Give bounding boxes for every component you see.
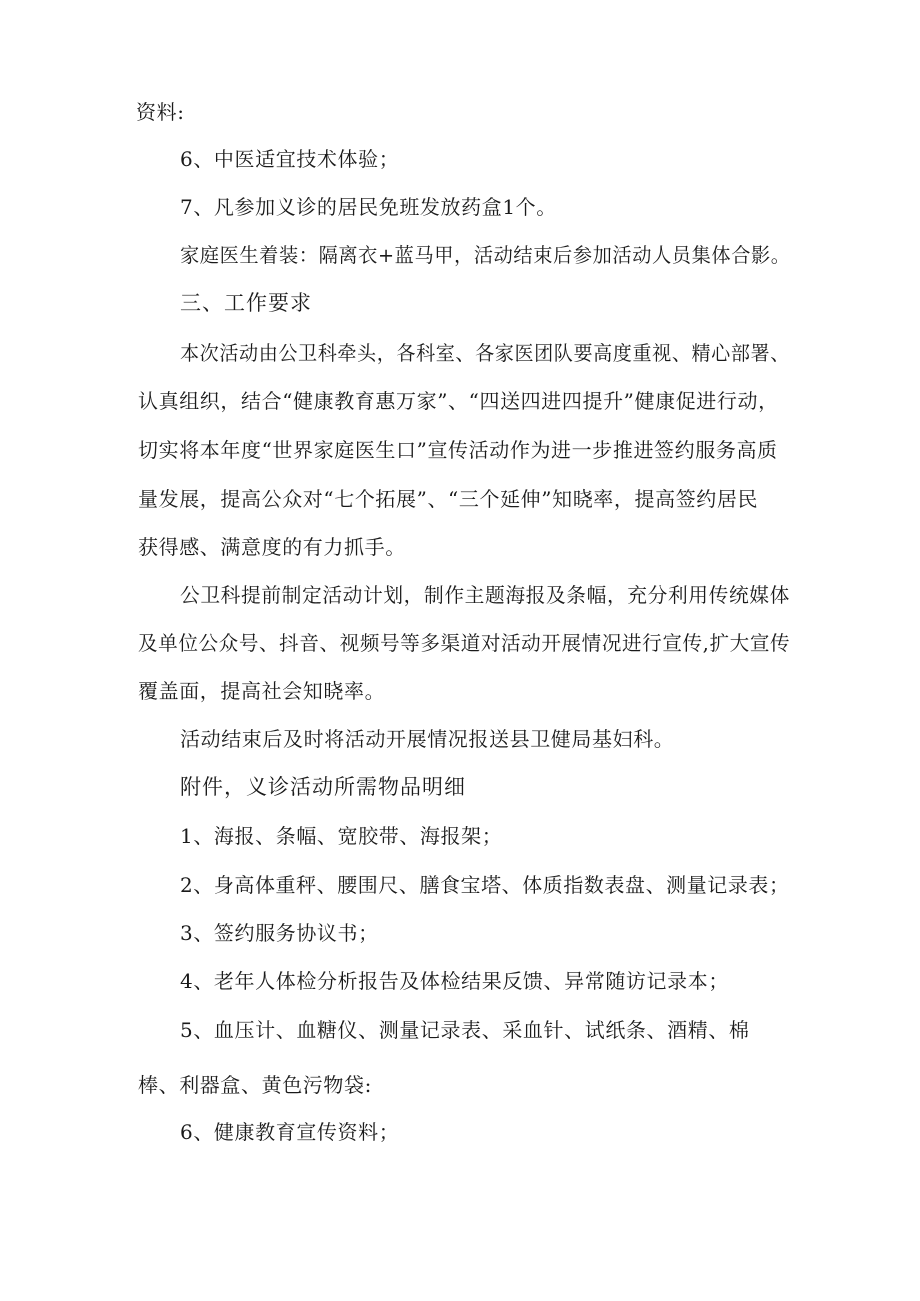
paragraph-line: 认真组织，结合“健康教育惠万家”、“四送四进四提升”健康促进行动， [138, 389, 779, 413]
list-item: 2、身高体重秤、腰围尺、膳食宝塔、体质指数表盘、测量记录表； [180, 873, 790, 897]
list-item-continuation: 棒、利器盒、黄色污物袋: [138, 1073, 372, 1097]
attachment-heading: 附件，义诊活动所需物品明细 [180, 775, 466, 799]
paragraph-line: 切实将本年度“世界家庭医生口”宣传活动作为进一步推进签约服务高质 [138, 438, 778, 462]
paragraph-line: 覆盖面，提高社会知晓率。 [138, 679, 386, 703]
list-item: 6、中医适宜技术体验； [180, 147, 400, 171]
list-item: 1、海报、条幅、宽胶带、海报架； [180, 824, 503, 848]
paragraph-line: 资料: [136, 100, 185, 124]
list-item: 6、健康教育宣传资料； [180, 1120, 400, 1144]
list-item: 5、血压计、血糖仪、测量记录表、采血针、试纸条、酒精、棉 [180, 1018, 750, 1042]
paragraph-line: 及单位公众号、抖音、视频号等多渠道对活动开展情况进行宣传,扩大宣传 [138, 631, 791, 655]
paragraph-line: 本次活动由公卫科牵头，各科室、各家医团队要高度重视、精心部署、 [180, 341, 790, 365]
paragraph-line: 量发展，提高公众对“七个拓展”、“三个延伸”知晓率，提高签约居民 [138, 487, 759, 511]
section-heading: 三、工作要求 [180, 291, 312, 315]
list-item: 4、老年人体检分析报告及体检结果反馈、异常随访记录本； [180, 969, 729, 993]
paragraph-line: 获得感、满意度的有力抓手。 [138, 535, 406, 559]
paragraph-line: 公卫科提前制定活动计划，制作主题海报及条幅，充分利用传统媒体 [180, 583, 790, 607]
list-item: 7、凡参加义诊的居民免班发放药盒1个。 [180, 195, 557, 219]
paragraph-line: 家庭医生着装：隔离衣+蓝马甲，活动结束后参加活动人员集体合影。 [180, 243, 791, 267]
list-item: 3、签约服务协议书； [180, 921, 379, 945]
paragraph-line: 活动结束后及时将活动开展情况报送县卫健局基妇科。 [180, 727, 675, 751]
